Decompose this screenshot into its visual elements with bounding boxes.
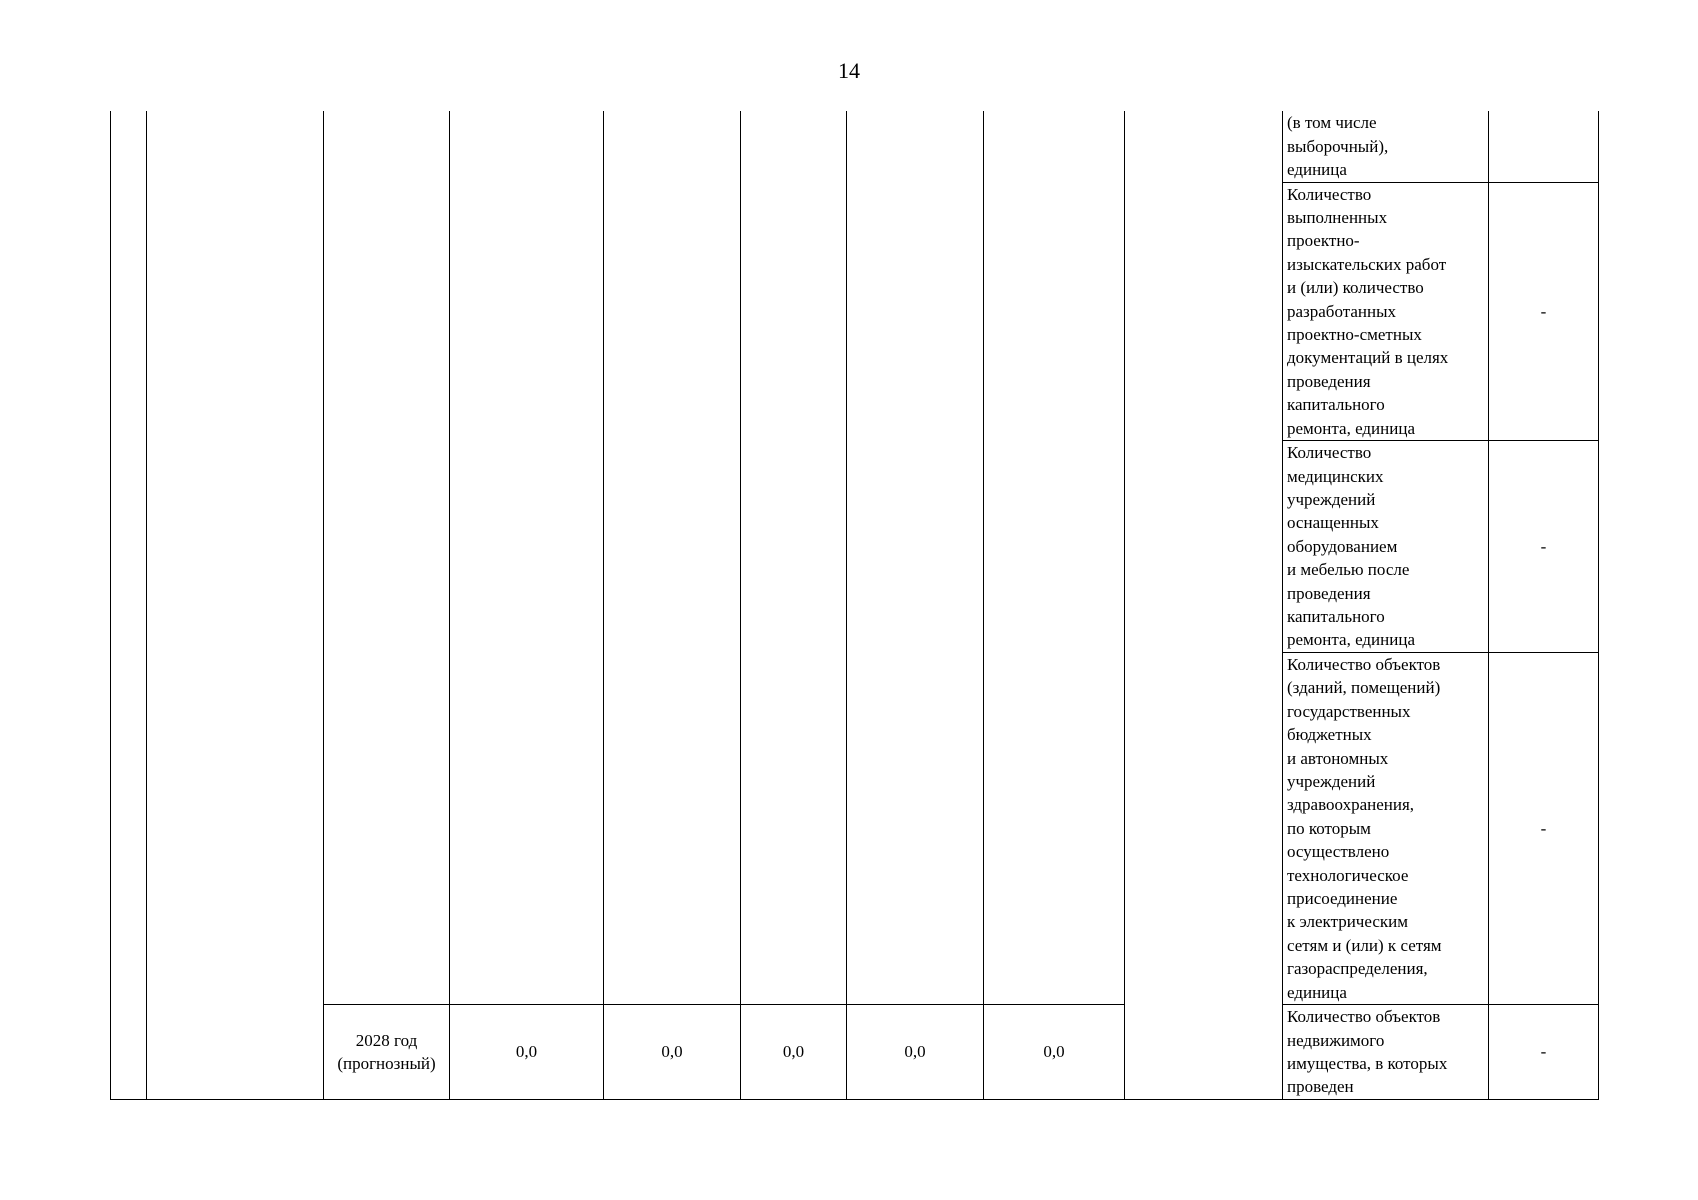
indicator-value: - xyxy=(1489,440,1599,652)
finance-other-cell-empty xyxy=(984,111,1125,1005)
number-cell xyxy=(111,111,147,1100)
finance-total-cell-empty xyxy=(450,111,604,1005)
finance-local-value: 0,0 xyxy=(847,1005,984,1100)
indicator-value: - xyxy=(1489,652,1599,1004)
finance-federal-cell-empty xyxy=(604,111,741,1005)
indicator-value xyxy=(1489,111,1599,182)
finance-total-value: 0,0 xyxy=(450,1005,604,1100)
indicator-name: Количество медицинских учреждений оснащенных оборудованием и мебелью после проведения капитального ремонта, единица xyxy=(1283,440,1489,652)
indicator-name: Количество объектов недвижимого имущества, в которых проведен xyxy=(1283,1005,1489,1100)
finance-other-value: 0,0 xyxy=(984,1005,1125,1100)
finance-regional-value: 0,0 xyxy=(741,1005,847,1100)
finance-regional-cell-empty xyxy=(741,111,847,1005)
period-year: 2028 год (прогнозный) xyxy=(324,1005,450,1100)
page-number: 14 xyxy=(838,58,860,83)
indicator-name: Количество выполненных проектно- изыскательских работ и (или) количество разработанных проектно-сметных документаций в целях проведения капитального ремонта, единица xyxy=(1283,182,1489,440)
finance-local-cell-empty xyxy=(847,111,984,1005)
executor-cell xyxy=(1125,111,1283,1100)
indicator-name: Количество объектов (зданий, помещений) государственных бюджетных и автономных учреждений здравоохранения, по которым осуществлено технологическое присоединение к электрическим сетям и (или) к сетям газораспределения, единица xyxy=(1283,652,1489,1004)
event-name-cell xyxy=(147,111,324,1100)
program-table xyxy=(110,111,1599,1100)
table-row xyxy=(111,1005,1599,1100)
table-row xyxy=(111,111,1599,182)
indicator-value: - xyxy=(1489,1005,1599,1100)
indicator-name: (в том числе выборочный), единица xyxy=(1283,111,1489,182)
finance-federal-value: 0,0 xyxy=(604,1005,741,1100)
indicator-value: - xyxy=(1489,182,1599,440)
period-cell-empty xyxy=(324,111,450,1005)
